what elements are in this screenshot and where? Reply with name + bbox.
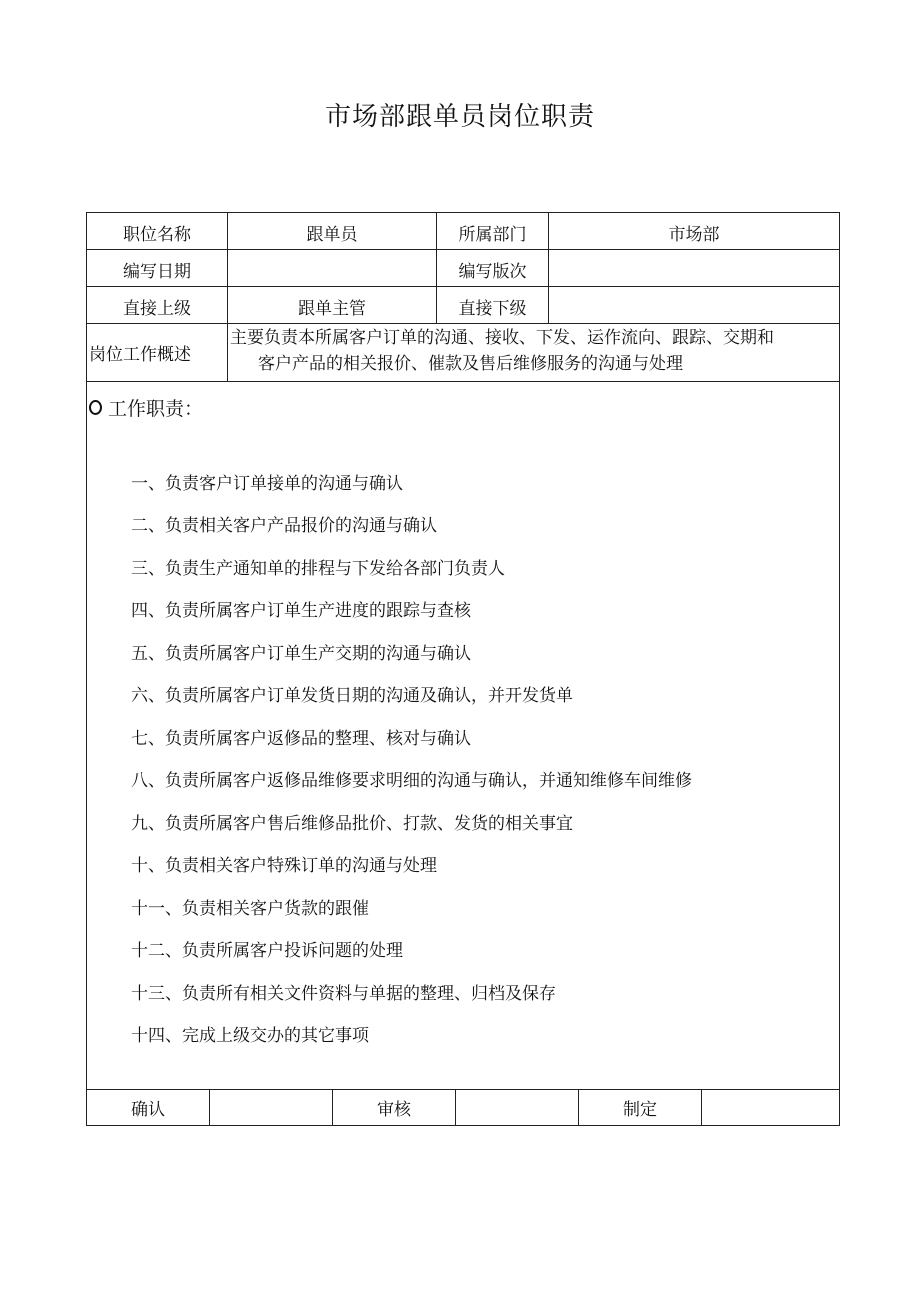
department-value: 市场部 (668, 225, 720, 245)
duty-item: 五、负责所属客户订单生产交期的沟通与确认 (131, 644, 471, 664)
confirm-value (210, 1090, 333, 1125)
duty-item: 十一、负责相关客户货款的跟催 (131, 899, 369, 919)
duty-item: 一、负责客户订单接单的沟通与确认 (131, 474, 403, 494)
overview-text (228, 324, 839, 381)
department-label: 所属部门 (437, 213, 549, 249)
version-value (549, 250, 839, 286)
duty-item: 十三、负责所有相关文件资料与单据的整理、归档及保存 (131, 984, 556, 1004)
overview-line: 主要负责本所属客户订单的沟通、接收、下发、运作流向、跟踪、交期和 (230, 328, 774, 348)
duty-item: 三、负责生产通知单的排程与下发给各部门负责人 (131, 559, 505, 579)
table-row (86, 249, 840, 286)
overview-line: 客户产品的相关报价、催款及售后维修服务的沟通与处理 (258, 354, 683, 374)
subordinate-value (549, 287, 839, 323)
review-label: 审核 (333, 1090, 456, 1125)
review-value (456, 1090, 579, 1125)
duties-heading-text: 工作职责： (108, 398, 204, 420)
subordinate-label: 直接下级 (437, 287, 549, 323)
duty-item: 十二、负责所属客户投诉问题的处理 (131, 941, 403, 961)
job-description-table (86, 212, 840, 1126)
duty-item: 八、负责所属客户返修品维修要求明细的沟通与确认，并通知维修车间维修 (131, 771, 692, 791)
duty-item: 九、负责所属客户售后维修品批价、打款、发货的相关事宜 (131, 814, 573, 834)
duties-heading (89, 394, 203, 421)
superior-label: 直接上级 (87, 287, 228, 323)
duty-item: 七、负责所属客户返修品的整理、核对与确认 (131, 729, 471, 749)
circle-bullet-icon (89, 400, 102, 415)
table-row (86, 286, 840, 323)
prepare-label: 制定 (579, 1090, 702, 1125)
date-value (228, 250, 437, 286)
duty-item: 十、负责相关客户特殊订单的沟通与处理 (131, 856, 437, 876)
page-title: 市场部跟单员岗位职责 (324, 102, 595, 132)
position-value: 跟单员 (228, 213, 437, 249)
duty-item: 十四、完成上级交办的其它事项 (131, 1026, 369, 1046)
table-row (86, 212, 840, 249)
overview-label: 岗位工作概述 (87, 324, 228, 381)
date-label: 编写日期 (87, 250, 228, 286)
confirm-label: 确认 (87, 1090, 210, 1125)
superior-value: 跟单主管 (228, 287, 437, 323)
duty-item: 二、负责相关客户产品报价的沟通与确认 (131, 516, 437, 536)
table-row (86, 323, 840, 381)
duty-item: 四、负责所属客户订单生产进度的跟踪与查核 (131, 601, 471, 621)
position-label: 职位名称 (87, 213, 228, 249)
duties-section (86, 381, 840, 1089)
duty-item: 六、负责所属客户订单发货日期的沟通及确认，并开发货单 (131, 686, 573, 706)
prepare-value (702, 1090, 825, 1125)
signoff-row (86, 1089, 840, 1126)
version-label: 编写版次 (437, 250, 549, 286)
